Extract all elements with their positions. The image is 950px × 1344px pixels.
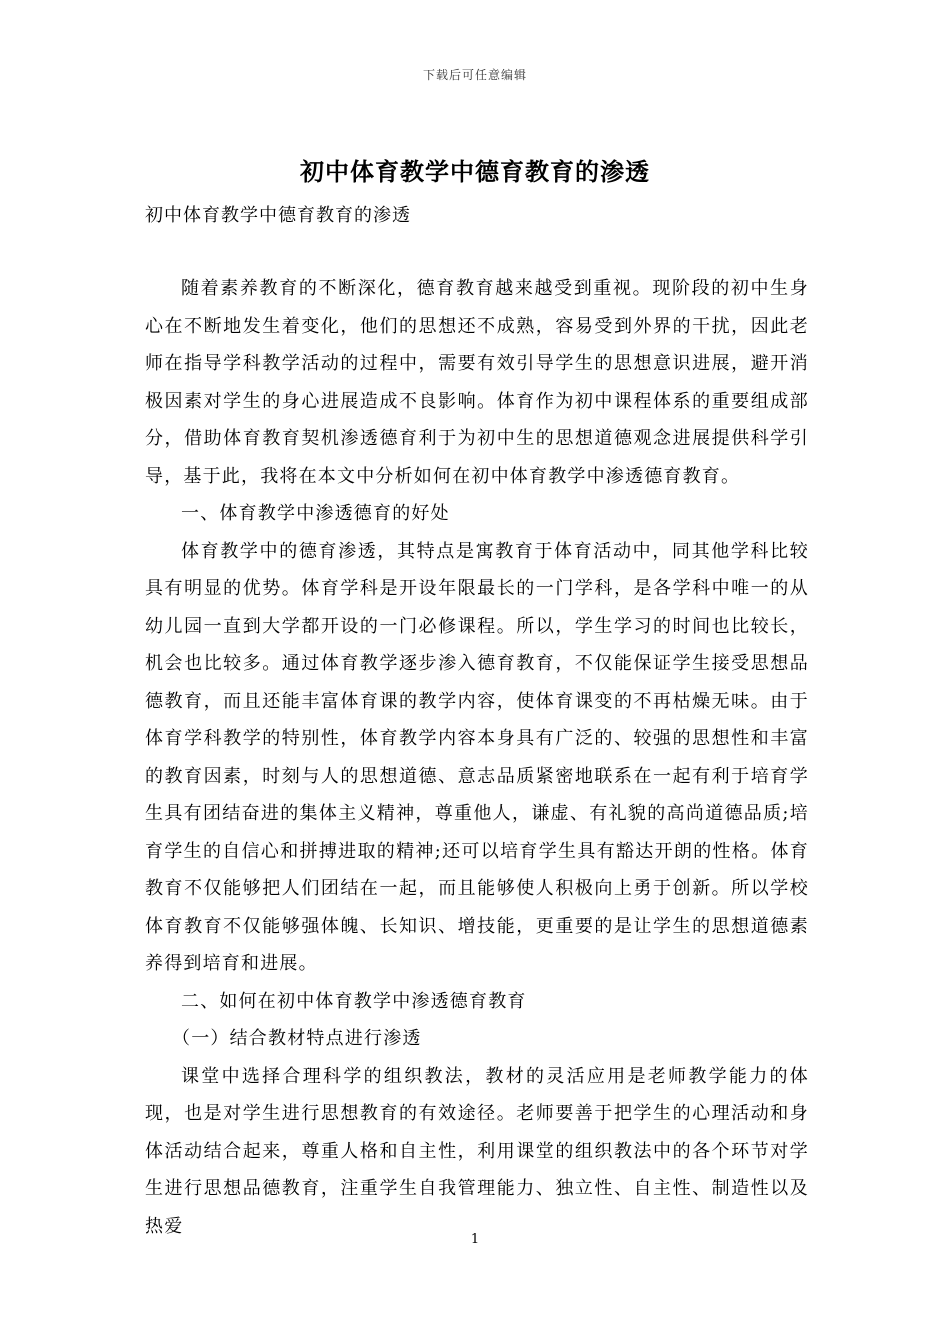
document-title: 初中体育教学中德育教育的渗透 (300, 157, 650, 186)
paragraph-intro: 随着素养教育的不断深化，德育教育越来越受到重视。现阶段的初中生身心在不断地发生着变化，他们的思想还不成熟，容易受到外界的干扰，因此老师在指导学科教学活动的过程中，需要有效引导学生的思想意识进展，避开消极因素对学生的身心进展造成不良影响。体育作为初中课程体系的重要组成部分，借助体育教育契机渗透德育利于为初中生的思想道德观念进展提供科学引导，基于此，我将在本文中分析如何在初中体育教学中渗透德育教育。 (145, 278, 809, 487)
document-subtitle: 初中体育教学中德育教育的渗透 (145, 205, 411, 226)
document-body (145, 270, 809, 1245)
subsection-heading-1: （一）结合教材特点进行渗透 (172, 1028, 422, 1049)
section-heading-1: 一、体育教学中渗透德育的好处 (181, 503, 450, 524)
paragraph-teaching-methods: 课堂中选择合理科学的组织教法，教材的灵活应用是老师教学能力的体现，也是对学生进行思想教育的有效途径。老师要善于把学生的心理活动和身体活动结合起来，尊重人格和自主性，利用课堂的组织教法中的各个环节对学生进行思想品德教育，注重学生自我管理能力、独立性、自主性、制造性以及热爱 (145, 1065, 809, 1237)
paragraph-benefits: 体育教学中的德育渗透，其特点是寓教育于体育活动中，同其他学科比较具有明显的优势。体育学科是开设年限最长的一门学科，是各学科中唯一的从幼儿园一直到大学都开设的一门必修课程。所以，学生学习的时间也比较长，机会也比较多。通过体育教学逐步渗入德育教育，不仅能保证学生接受思想品德教育，而且还能丰富体育课的教学内容，使体育课变的不再枯燥无味。由于体育学科教学的特别性，体育教学内容本身具有广泛的、较强的思想性和丰富的教育因素，时刻与人的思想道德、意志品质紧密地联系在一起有利于培育学生具有团结奋进的集体主义精神，尊重他人，谦虚、有礼貌的高尚道德品质;培育学生的自信心和拼搏进取的精神;还可以培育学生具有豁达开朗的性格。体育教育不仅能够把人们团结在一起，而且能够使人积极向上勇于创新。所以学校体育教育不仅能够强体魄、长知识、增技能，更重要的是让学生的思想道德素养得到培育和进展。 (145, 540, 809, 974)
section-heading-2: 二、如何在初中体育教学中渗透德育教育 (181, 990, 527, 1012)
page-number: 1 (470, 1232, 480, 1247)
page-header: 下载后可任意编辑 (422, 68, 527, 82)
